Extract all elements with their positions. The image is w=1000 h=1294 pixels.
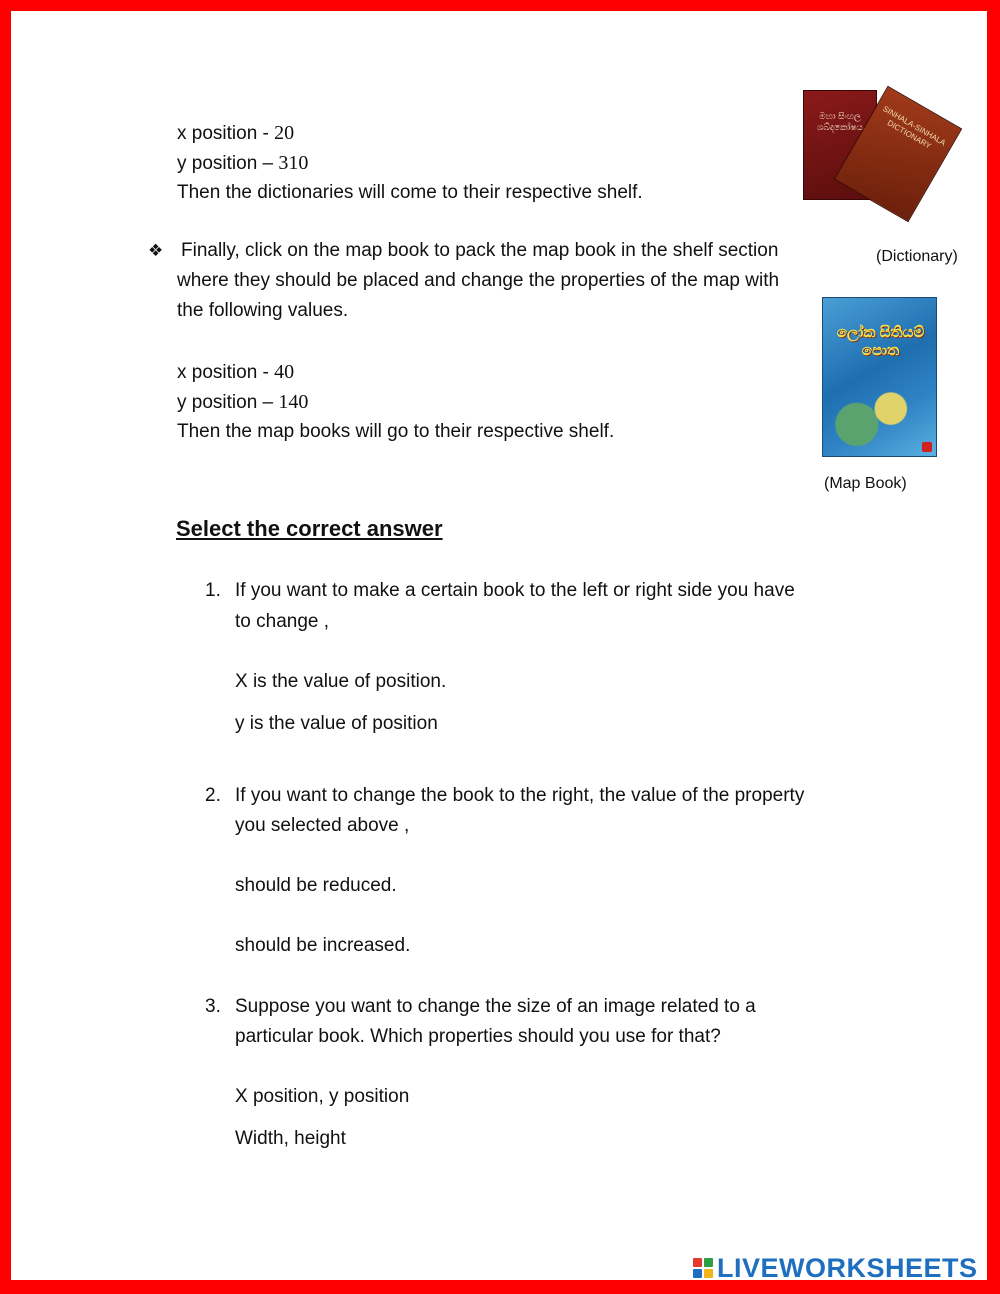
dictionary-image <box>803 90 963 216</box>
question-number: 2. <box>205 785 221 806</box>
map-conclusion: Then the map books will go to their respective shelf. <box>177 421 615 442</box>
question-1-line1: If you want to make a certain book to the left or right side you have <box>235 580 795 601</box>
brand-name: LIVEWORKSHEETS <box>717 1252 978 1283</box>
dict-y-position: y position – 310 <box>177 152 309 174</box>
question-1-option-1[interactable]: X is the value of position. <box>235 671 447 692</box>
question-3-option-1[interactable]: X position, y position <box>235 1086 410 1107</box>
diamond-bullet-icon: ❖ <box>148 241 164 260</box>
publisher-logo-icon <box>922 442 932 452</box>
question-number: 3. <box>205 996 221 1017</box>
question-2-option-1[interactable]: should be reduced. <box>235 875 397 896</box>
map-book-image <box>822 297 937 457</box>
map-instruction-line3: the following values. <box>177 300 349 321</box>
question-2-line2: you selected above , <box>235 815 410 836</box>
dict-conclusion: Then the dictionaries will come to their respective shelf. <box>177 182 643 203</box>
map-caption: (Map Book) <box>824 475 907 492</box>
question-2-option-2[interactable]: should be increased. <box>235 935 411 956</box>
dictionary-book-back: SINHALA-SINHALA DICTIONARY <box>834 86 962 223</box>
question-1-line2: to change , <box>235 611 330 632</box>
question-3-line2: particular book. Which properties should you use for that? <box>235 1026 721 1047</box>
dictionary-caption: (Dictionary) <box>876 248 958 265</box>
dict-x-position: x position - 20 <box>177 122 295 144</box>
question-2-line1: If you want to change the book to the right, the value of the property <box>235 785 805 806</box>
map-instruction-line2: where they should be placed and change the properties of the map with <box>177 270 780 291</box>
map-y-position: y position – 140 <box>177 391 309 413</box>
question-3-line1: Suppose you want to change the size of an image related to a <box>235 996 756 1017</box>
question-1-option-2[interactable]: y is the value of position <box>235 713 438 734</box>
liveworksheets-logo-icon <box>693 1258 713 1278</box>
question-3-option-2[interactable]: Width, height <box>235 1128 346 1149</box>
quiz-heading: Select the correct answer <box>176 516 443 541</box>
map-instruction-line1: Finally, click on the map book to pack the map book in the shelf section <box>181 240 779 261</box>
question-number: 1. <box>205 580 221 601</box>
map-x-position: x position - 40 <box>177 361 295 383</box>
liveworksheets-brand <box>693 1252 978 1284</box>
map-book-title: ලෝක සිතියම් පොත <box>836 324 925 359</box>
dictionary-book-front: මහා සිංහල ශබ්දකෝෂය <box>803 90 877 200</box>
